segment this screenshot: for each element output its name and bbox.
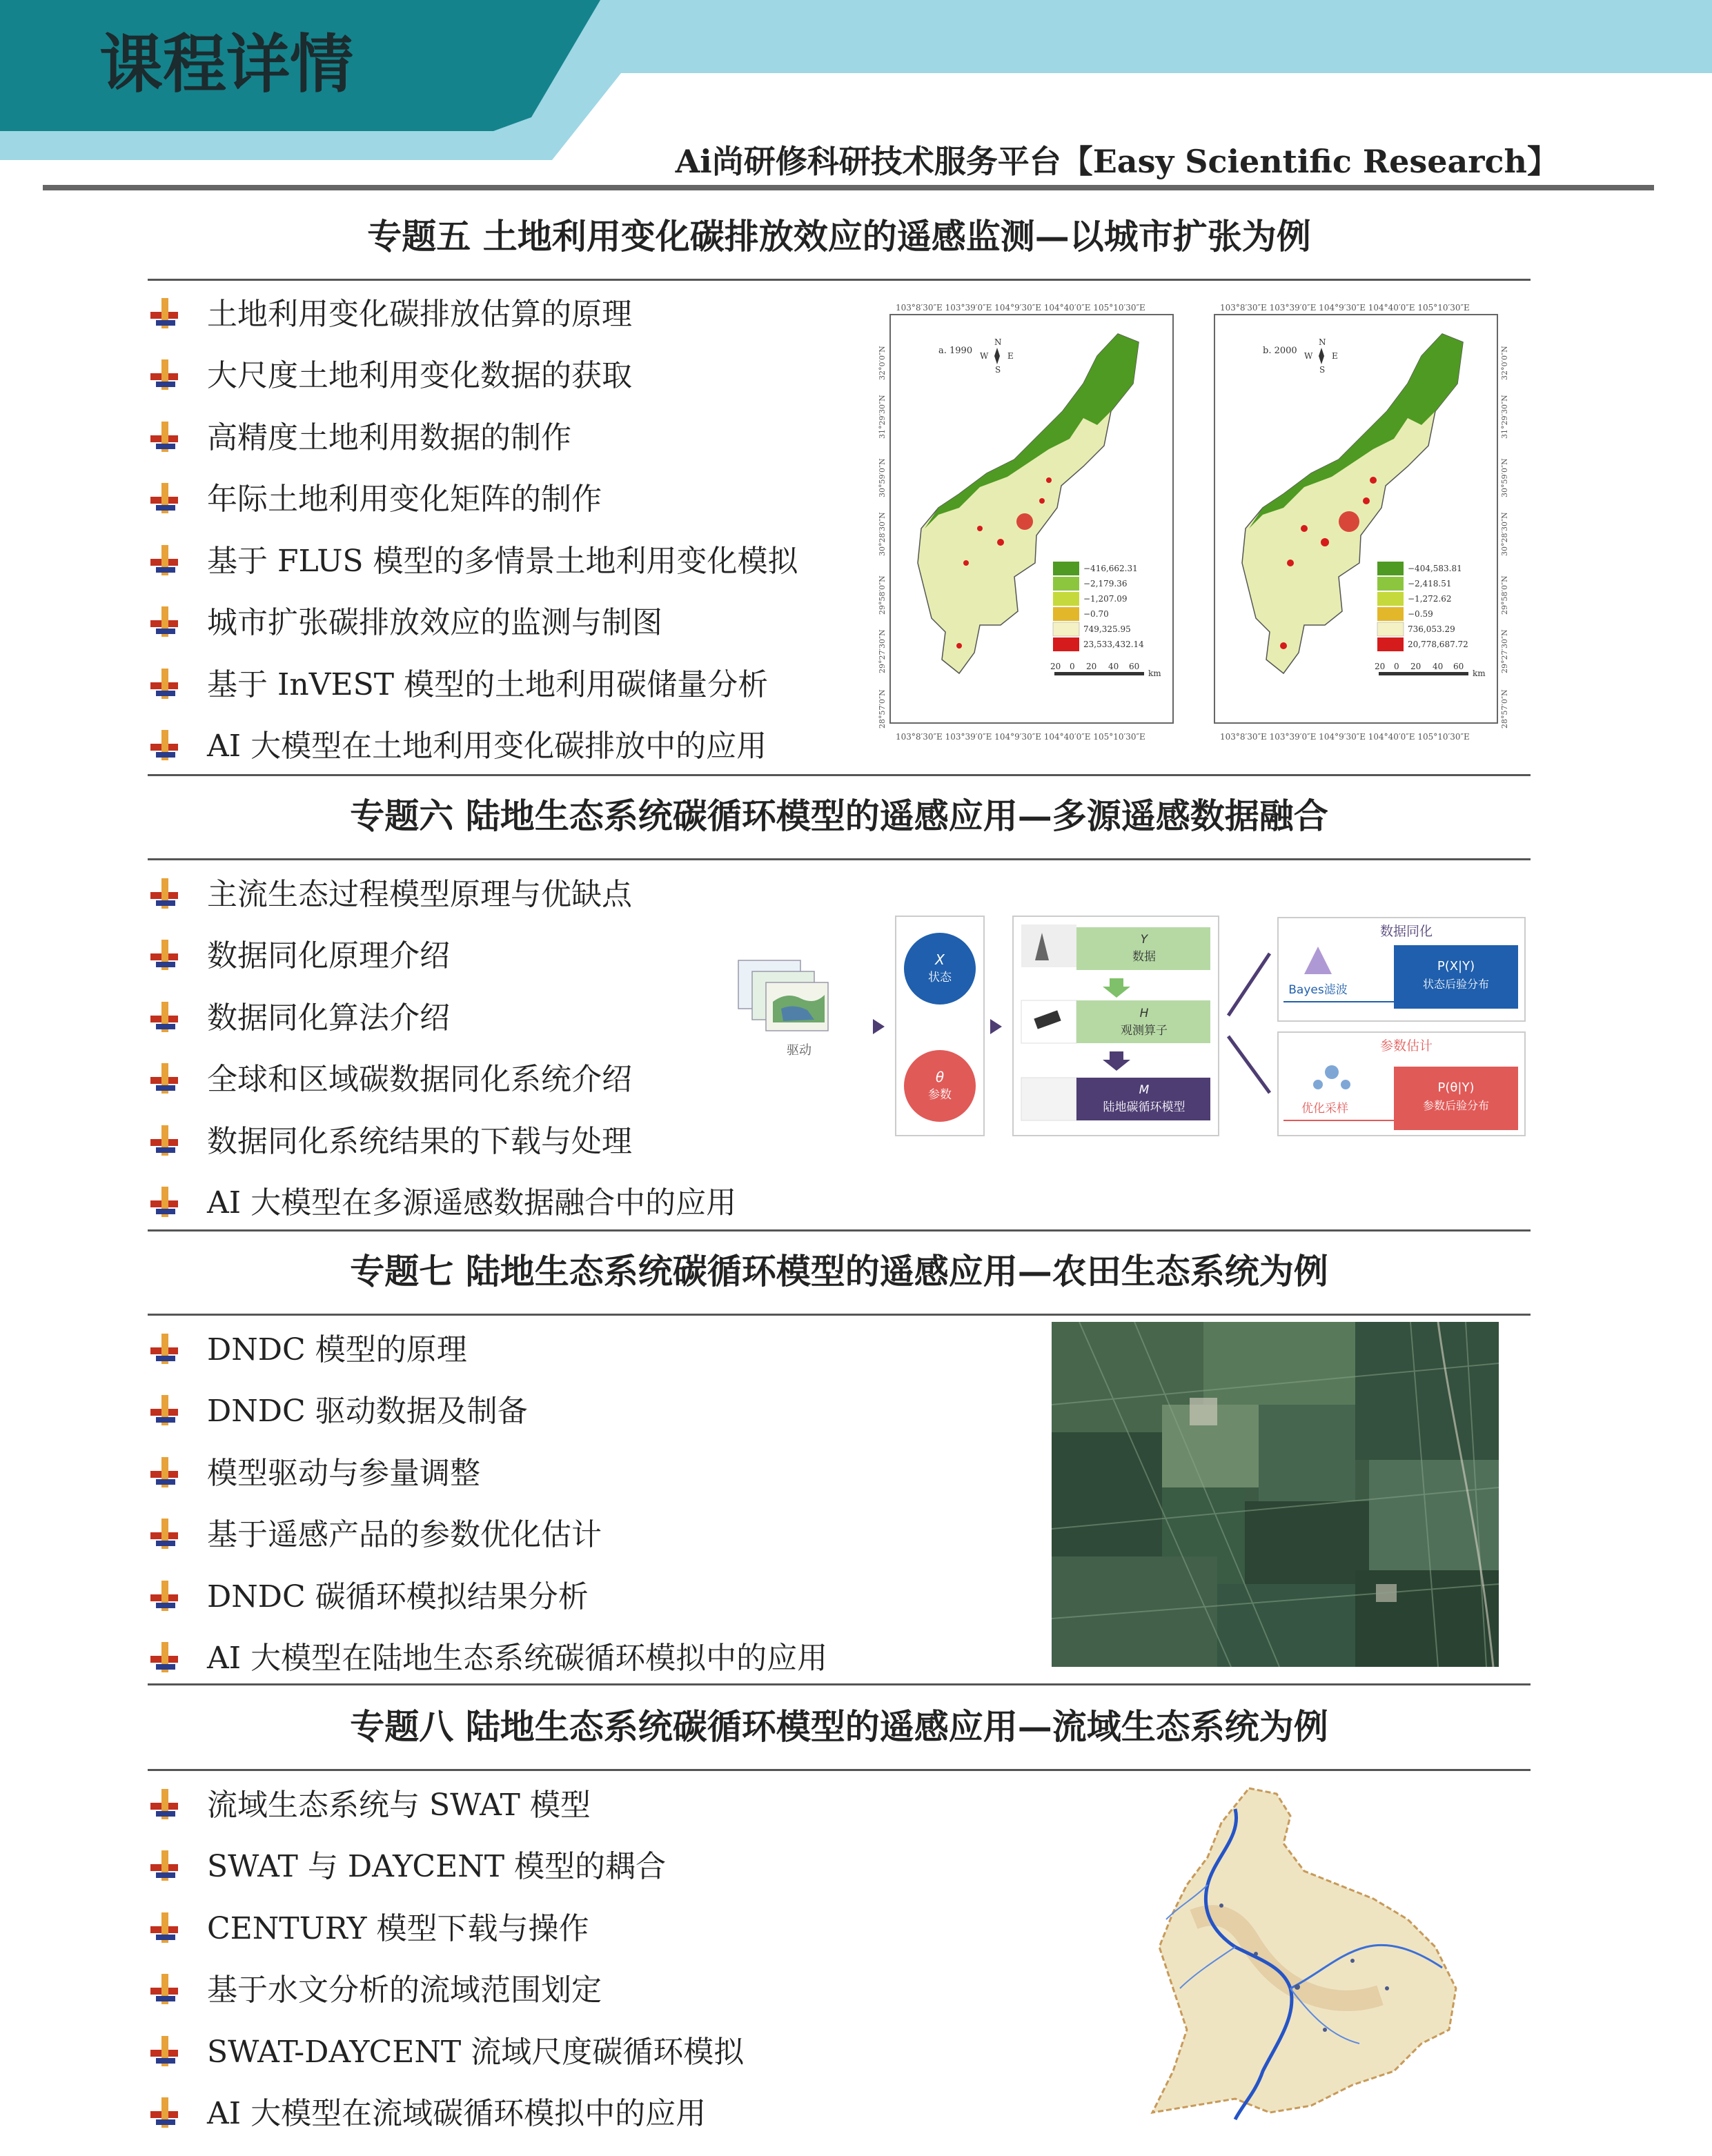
arrow-icon xyxy=(990,1019,1002,1034)
svg-text:23,533,432.14: 23,533,432.14 xyxy=(1083,640,1144,649)
bullet-icon xyxy=(148,1391,181,1425)
topic-text: SWAT 与 DAYCENT 模型的耦合 xyxy=(207,1849,667,1885)
svg-text:E: E xyxy=(1007,351,1014,361)
svg-text:参数: 参数 xyxy=(928,1088,952,1102)
topic-text: 年际土地利用变化矩阵的制作 xyxy=(207,482,602,517)
topic-text: 基于 FLUS 模型的多情景土地利用变化模拟 xyxy=(207,543,798,579)
bullet-icon xyxy=(148,726,181,760)
state-node xyxy=(904,933,976,1005)
topic-text: CENTURY 模型下载与操作 xyxy=(207,1910,589,1946)
svg-text:N: N xyxy=(994,337,1002,347)
topic-text: 全球和区域碳数据同化系统介绍 xyxy=(207,1062,632,1098)
section-rule xyxy=(148,1683,1531,1685)
farmland-satellite-image xyxy=(1052,1322,1499,1667)
topic-text: 数据同化算法介绍 xyxy=(207,1000,450,1036)
topic-item xyxy=(148,651,798,713)
bullet-icon xyxy=(148,1970,181,2004)
watershed-map xyxy=(1132,1781,1490,2126)
svg-text:观测算子: 观测算子 xyxy=(1121,1024,1168,1038)
map-bottom-ticks: 103°8′30″E 103°39′0″E 104°9′30″E 104°40′0″E 105°10′30″E xyxy=(896,732,1145,742)
topic-text: 城市扩张碳排放效应的监测与制图 xyxy=(207,605,662,641)
svg-text:参数估计: 参数估计 xyxy=(1379,1038,1433,1054)
svg-text:陆地碳循环模型: 陆地碳循环模型 xyxy=(1103,1100,1185,1114)
svg-text:−404,583.81: −404,583.81 xyxy=(1408,564,1462,573)
svg-text:E: E xyxy=(1332,351,1338,361)
svg-text:−2,418.51: −2,418.51 xyxy=(1408,579,1452,589)
map-bottom-ticks: 103°8′30″E 103°39′0″E 104°9′30″E 104°40′0″E 105°10′30″E xyxy=(1220,732,1470,742)
topic-item xyxy=(148,1771,744,1833)
map-label: b. 2000 xyxy=(1263,346,1297,356)
svg-text:W: W xyxy=(980,351,989,361)
map-lat-tick: 29°27′30″N xyxy=(1500,629,1509,673)
map-lat-tick: 28°57′0″N xyxy=(1500,689,1509,729)
topic-text: AI 大模型在流域碳循环模拟中的应用 xyxy=(207,2096,707,2132)
satellite-svg xyxy=(1052,1322,1499,1667)
section-title: 专题六 陆地生态系统碳循环模型的遥感应用—多源遥感数据融合 xyxy=(350,795,1328,836)
svg-text:km: km xyxy=(1473,669,1486,678)
bullet-icon xyxy=(148,294,181,328)
svg-text:749,325.95: 749,325.95 xyxy=(1083,624,1131,634)
carbon-emission-maps-figure xyxy=(876,301,1525,742)
svg-text:优化采样: 优化采样 xyxy=(1301,1102,1348,1116)
section-title: 专题五 土地利用变化碳排放效应的遥感监测—以城市扩张为例 xyxy=(367,216,1311,257)
svg-text:−2,179.36: −2,179.36 xyxy=(1083,579,1128,589)
svg-text:20,778,687.72: 20,778,687.72 xyxy=(1408,640,1468,649)
bullet-icon xyxy=(148,1453,181,1487)
map-lat-tick: 32°0′0″N xyxy=(878,346,887,380)
svg-text:θ: θ xyxy=(935,1069,945,1085)
svg-text:状态: 状态 xyxy=(928,971,952,985)
topic-text: 主流生态过程模型原理与优缺点 xyxy=(207,876,632,912)
svg-text:0: 0 xyxy=(1070,662,1075,671)
svg-text:20: 20 xyxy=(1375,662,1386,671)
svg-text:−1,207.09: −1,207.09 xyxy=(1083,594,1128,604)
topic-item xyxy=(148,1046,736,1108)
drive-label: 驱动 xyxy=(787,1043,811,1058)
topic-item xyxy=(148,1957,744,2019)
svg-text:−1,272.62: −1,272.62 xyxy=(1408,594,1452,604)
bullet-icon xyxy=(148,602,181,637)
map-lat-tick: 30°59′0″N xyxy=(1500,458,1509,497)
svg-text:−0.59: −0.59 xyxy=(1408,609,1433,619)
map-lat-tick: 31°29′30″N xyxy=(1500,395,1509,439)
topic-item xyxy=(148,1501,827,1563)
arrow-icon xyxy=(873,1019,885,1034)
bullet-icon xyxy=(148,1576,181,1611)
topic-item xyxy=(148,1169,736,1232)
svg-text:Y: Y xyxy=(1140,933,1148,947)
svg-text:40: 40 xyxy=(1108,662,1119,671)
map-panel-a xyxy=(878,303,1173,742)
topic-item xyxy=(148,1439,827,1501)
svg-text:状态后验分布: 状态后验分布 xyxy=(1422,978,1490,991)
map-lat-tick: 29°58′0″N xyxy=(1500,575,1509,615)
map-label: a. 1990 xyxy=(938,346,973,356)
topic-text: AI 大模型在土地利用变化碳排放中的应用 xyxy=(207,729,767,764)
branch-arrow xyxy=(1228,953,1270,1016)
section-title: 专题七 陆地生态系统碳循环模型的遥感应用—农田生态系统为例 xyxy=(350,1251,1328,1292)
svg-text:40: 40 xyxy=(1433,662,1444,671)
svg-text:P(θ|Y): P(θ|Y) xyxy=(1437,1080,1475,1095)
topic-item xyxy=(148,404,798,466)
topic-item xyxy=(148,280,798,342)
branch-arrow xyxy=(1228,1036,1270,1093)
svg-text:736,053.29: 736,053.29 xyxy=(1408,624,1455,634)
topic-item xyxy=(148,527,798,589)
map-lat-tick: 28°57′0″N xyxy=(878,689,887,729)
bullet-icon xyxy=(148,417,181,452)
topic-text: 高精度土地利用数据的制作 xyxy=(207,419,571,455)
topic-list xyxy=(148,1316,827,1686)
bullet-icon xyxy=(148,1638,181,1672)
topic-item xyxy=(148,2080,744,2142)
topic-list xyxy=(148,1771,744,2142)
bullet-icon xyxy=(148,2093,181,2128)
topic-text: DNDC 驱动数据及制备 xyxy=(207,1394,528,1430)
bullet-icon xyxy=(148,1059,181,1094)
svg-text:−416,662.31: −416,662.31 xyxy=(1083,564,1138,573)
bullet-icon xyxy=(148,541,181,575)
svg-text:60: 60 xyxy=(1453,662,1464,671)
map-top-ticks: 103°8′30″E 103°39′0″E 104°9′30″E 104°40′0″E 105°10′30″E xyxy=(896,303,1145,313)
topic-item xyxy=(148,1563,827,1625)
map-panel-b xyxy=(1214,303,1509,742)
topic-text: 基于遥感产品的参数优化估计 xyxy=(207,1517,602,1553)
topic-item xyxy=(148,1316,827,1378)
topic-text: AI 大模型在陆地生态系统碳循环模拟中的应用 xyxy=(207,1641,828,1677)
map-lat-tick: 30°28′30″N xyxy=(1500,512,1509,556)
bullet-icon xyxy=(148,936,181,970)
topic-text: 模型驱动与参量调整 xyxy=(207,1455,480,1491)
topic-item xyxy=(148,922,736,985)
svg-text:N: N xyxy=(1319,337,1326,347)
data-assimilation-diagram xyxy=(731,912,1532,1147)
assimilation-svg xyxy=(731,912,1532,1147)
svg-text:H: H xyxy=(1139,1007,1149,1020)
map-lat-tick: 30°28′30″N xyxy=(878,512,887,556)
svg-text:数据: 数据 xyxy=(1132,950,1156,964)
svg-text:Bayes滤波: Bayes滤波 xyxy=(1288,983,1348,997)
map-lat-tick: 29°58′0″N xyxy=(878,575,887,615)
topic-item xyxy=(148,342,798,404)
topic-text: AI 大模型在多源遥感数据融合中的应用 xyxy=(207,1185,737,1221)
topic-item xyxy=(148,1833,744,1895)
topic-item xyxy=(148,589,798,651)
header-divider xyxy=(43,185,1654,190)
bullet-icon xyxy=(148,1785,181,1819)
page-subtitle: Ai尚研修科研技术服务平台【Easy Scientific Research】 xyxy=(675,143,1559,180)
bullet-icon xyxy=(148,1846,181,1881)
bullet-icon xyxy=(148,479,181,513)
svg-text:W: W xyxy=(1304,351,1313,361)
map-top-ticks: 103°8′30″E 103°39′0″E 104°9′30″E 104°40′0″E 105°10′30″E xyxy=(1220,303,1470,313)
topic-list xyxy=(148,280,798,774)
topic-item xyxy=(148,2018,744,2080)
map-lat-tick: 29°27′30″N xyxy=(878,629,887,673)
param-node xyxy=(904,1050,976,1122)
bullet-icon xyxy=(148,874,181,909)
bullet-icon xyxy=(148,2032,181,2066)
bullet-icon xyxy=(148,355,181,390)
topic-text: 流域生态系统与 SWAT 模型 xyxy=(207,1787,591,1823)
svg-text:20: 20 xyxy=(1086,662,1097,671)
topic-text: 基于水文分析的流域范围划定 xyxy=(207,1972,602,2008)
svg-text:S: S xyxy=(1319,365,1326,375)
topic-item xyxy=(148,713,798,775)
topic-item xyxy=(148,984,736,1046)
section-rule xyxy=(148,774,1531,776)
bullet-icon xyxy=(148,1121,181,1156)
bullet-icon xyxy=(148,998,181,1032)
topic-item xyxy=(148,1895,744,1957)
driver-maps xyxy=(738,960,828,1058)
topic-text: SWAT-DAYCENT 流域尺度碳循环模拟 xyxy=(207,2034,745,2070)
svg-text:P(X|Y): P(X|Y) xyxy=(1437,959,1475,973)
map-lat-tick: 30°59′0″N xyxy=(878,458,887,497)
svg-text:数据同化: 数据同化 xyxy=(1379,924,1433,939)
svg-text:20: 20 xyxy=(1410,662,1421,671)
topic-item xyxy=(148,1625,827,1687)
topic-item xyxy=(148,1107,736,1169)
topic-text: 土地利用变化碳排放估算的原理 xyxy=(207,296,632,332)
svg-text:60: 60 xyxy=(1129,662,1140,671)
topic-text: DNDC 模型的原理 xyxy=(207,1332,467,1367)
section-rule xyxy=(148,1229,1531,1232)
section-title: 专题八 陆地生态系统碳循环模型的遥感应用—流域生态系统为例 xyxy=(350,1706,1328,1747)
svg-text:S: S xyxy=(995,365,1001,375)
maps-svg xyxy=(876,301,1525,742)
svg-text:−0.70: −0.70 xyxy=(1083,609,1109,619)
topic-item xyxy=(148,466,798,528)
topic-item xyxy=(148,860,736,922)
watershed-svg xyxy=(1132,1781,1490,2126)
map-lat-tick: 32°0′0″N xyxy=(1500,346,1509,380)
bullet-icon xyxy=(148,1183,181,1217)
topic-text: 大尺度土地利用变化数据的获取 xyxy=(207,358,632,394)
page-title: 课程详情 xyxy=(99,28,354,101)
topic-text: 基于 InVEST 模型的土地利用碳储量分析 xyxy=(207,666,769,702)
svg-text:M: M xyxy=(1139,1083,1150,1097)
svg-text:km: km xyxy=(1148,669,1161,678)
topic-list xyxy=(148,860,736,1231)
topic-item xyxy=(148,1378,827,1440)
svg-text:0: 0 xyxy=(1394,662,1399,671)
svg-text:20: 20 xyxy=(1050,662,1061,671)
topic-text: DNDC 碳循环模拟结果分析 xyxy=(207,1579,589,1614)
topic-text: 数据同化系统结果的下载与处理 xyxy=(207,1123,632,1159)
map-lat-tick: 31°29′30″N xyxy=(878,395,887,439)
bullet-icon xyxy=(148,1908,181,1943)
bullet-icon xyxy=(148,664,181,699)
svg-text:X: X xyxy=(935,951,945,968)
svg-text:参数后验分布: 参数后验分布 xyxy=(1422,1099,1490,1112)
bullet-icon xyxy=(148,1329,181,1364)
topic-text: 数据同化原理介绍 xyxy=(207,938,450,974)
bullet-icon xyxy=(148,1514,181,1549)
